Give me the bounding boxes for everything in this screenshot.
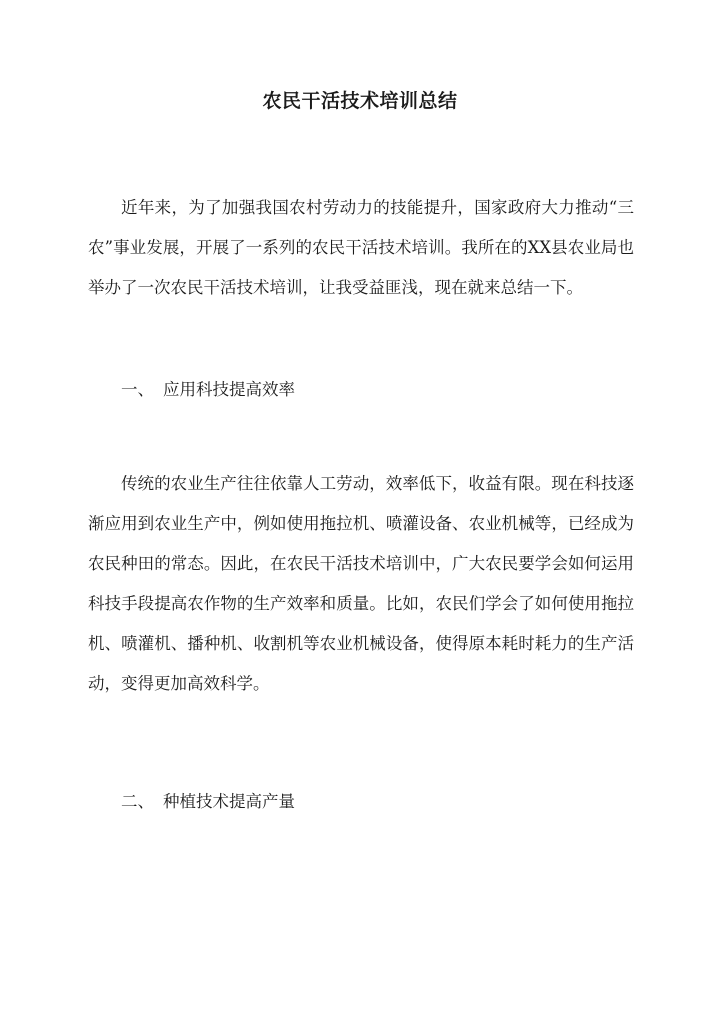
section-heading-text: 应用科技提高效率 (163, 380, 295, 399)
section-heading-text: 种植技术提高产量 (163, 792, 295, 811)
section-number: 一、 (121, 380, 154, 399)
intro-paragraph: 近年来，为了加强我国农村劳动力的技能提升，国家政府大力推动“三农”事业发展，开展了一系列的农民干活技术培训。我所在的XX县农业局也举办了一次农民干活技术培训，让我受益匪浅，现在就来总结一下。 (88, 198, 634, 297)
document-title: 农民干活技术培训总结 (262, 90, 458, 112)
section-heading-2 (121, 790, 295, 814)
section-body-1: 传统的农业生产往往依靠人工劳动，效率低下，收益有限。现在科技逐渐应用到农业生产中，例如使用拖拉机、喷灌设备、农业机械等，已经成为农民种田的常态。因此，在农民干活技术培训中，广大农民要学会如何运用科技手段提高农作物的生产效率和质量。比如，农民们学会了如何使用拖拉机、喷灌机、播种机、收割机等农业机械设备，使得原本耗时耗力的生产活动，变得更加高效科学。 (88, 474, 634, 693)
section-number: 二、 (121, 792, 154, 811)
section-heading-1 (121, 378, 295, 402)
